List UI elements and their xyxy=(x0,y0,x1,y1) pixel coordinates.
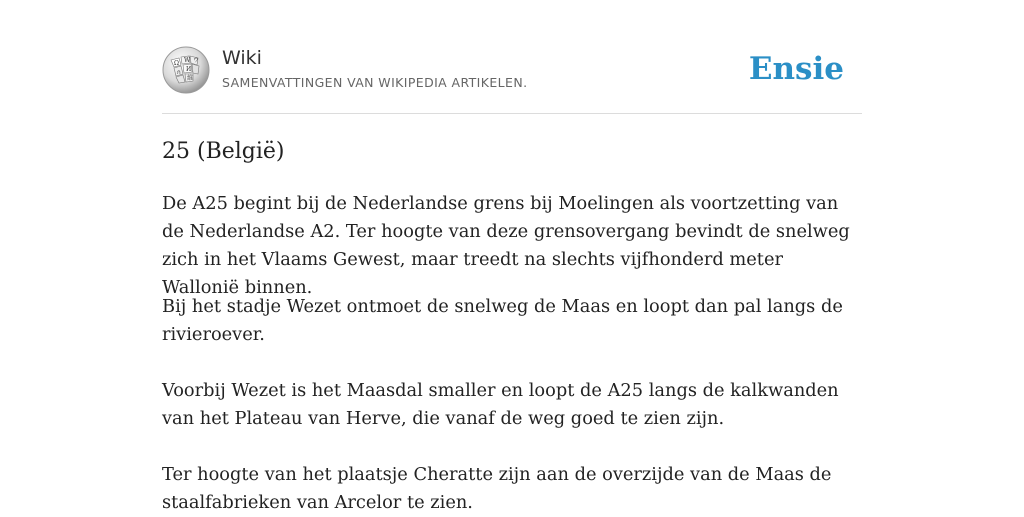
article-paragraph: Ter hoogte van het plaatsje Cheratte zijn aan de overzijde van de Maas de staalfabrieken van Arcelor te zien. xyxy=(162,464,832,513)
article-paragraph: Bij het stadje Wezet ontmoet de snelweg de Maas en loopt dan pal langs de rivieroever. xyxy=(162,296,843,345)
article-paragraph: Voorbij Wezet is het Maasdal smaller en loopt de A25 langs de kalkwanden van het Plateau van Herve, die vanaf de weg goed te zien zijn. xyxy=(162,380,839,429)
svg-text:Ω: Ω xyxy=(174,60,179,67)
site-name[interactable]: Wiki xyxy=(222,47,262,69)
site-header xyxy=(162,0,862,114)
article-paragraph: De A25 begint bij de Nederlandse grens bij Moelingen als voortzetting van de Nederlandse A2. Ter hoogte van deze grensovergang bevindt de snelweg zich in het Vlaams Gewest, maar treedt na slechts vijfhonderd meter Wallonië binnen. xyxy=(162,193,850,298)
svg-text:維: 維 xyxy=(187,75,194,82)
svg-text:ก: ก xyxy=(177,69,181,76)
wikipedia-globe-icon[interactable] xyxy=(162,46,210,94)
site-tagline: SAMENVATTINGEN VAN WIKIPEDIA ARTIKELEN. xyxy=(222,75,528,90)
brand-logo[interactable]: Ensie xyxy=(748,51,844,87)
article-title: 25 (België) xyxy=(162,139,285,164)
svg-text:W: W xyxy=(184,57,191,64)
svg-text:ウ: ウ xyxy=(193,57,200,64)
svg-text:И: И xyxy=(186,66,192,73)
page-container xyxy=(162,0,862,513)
